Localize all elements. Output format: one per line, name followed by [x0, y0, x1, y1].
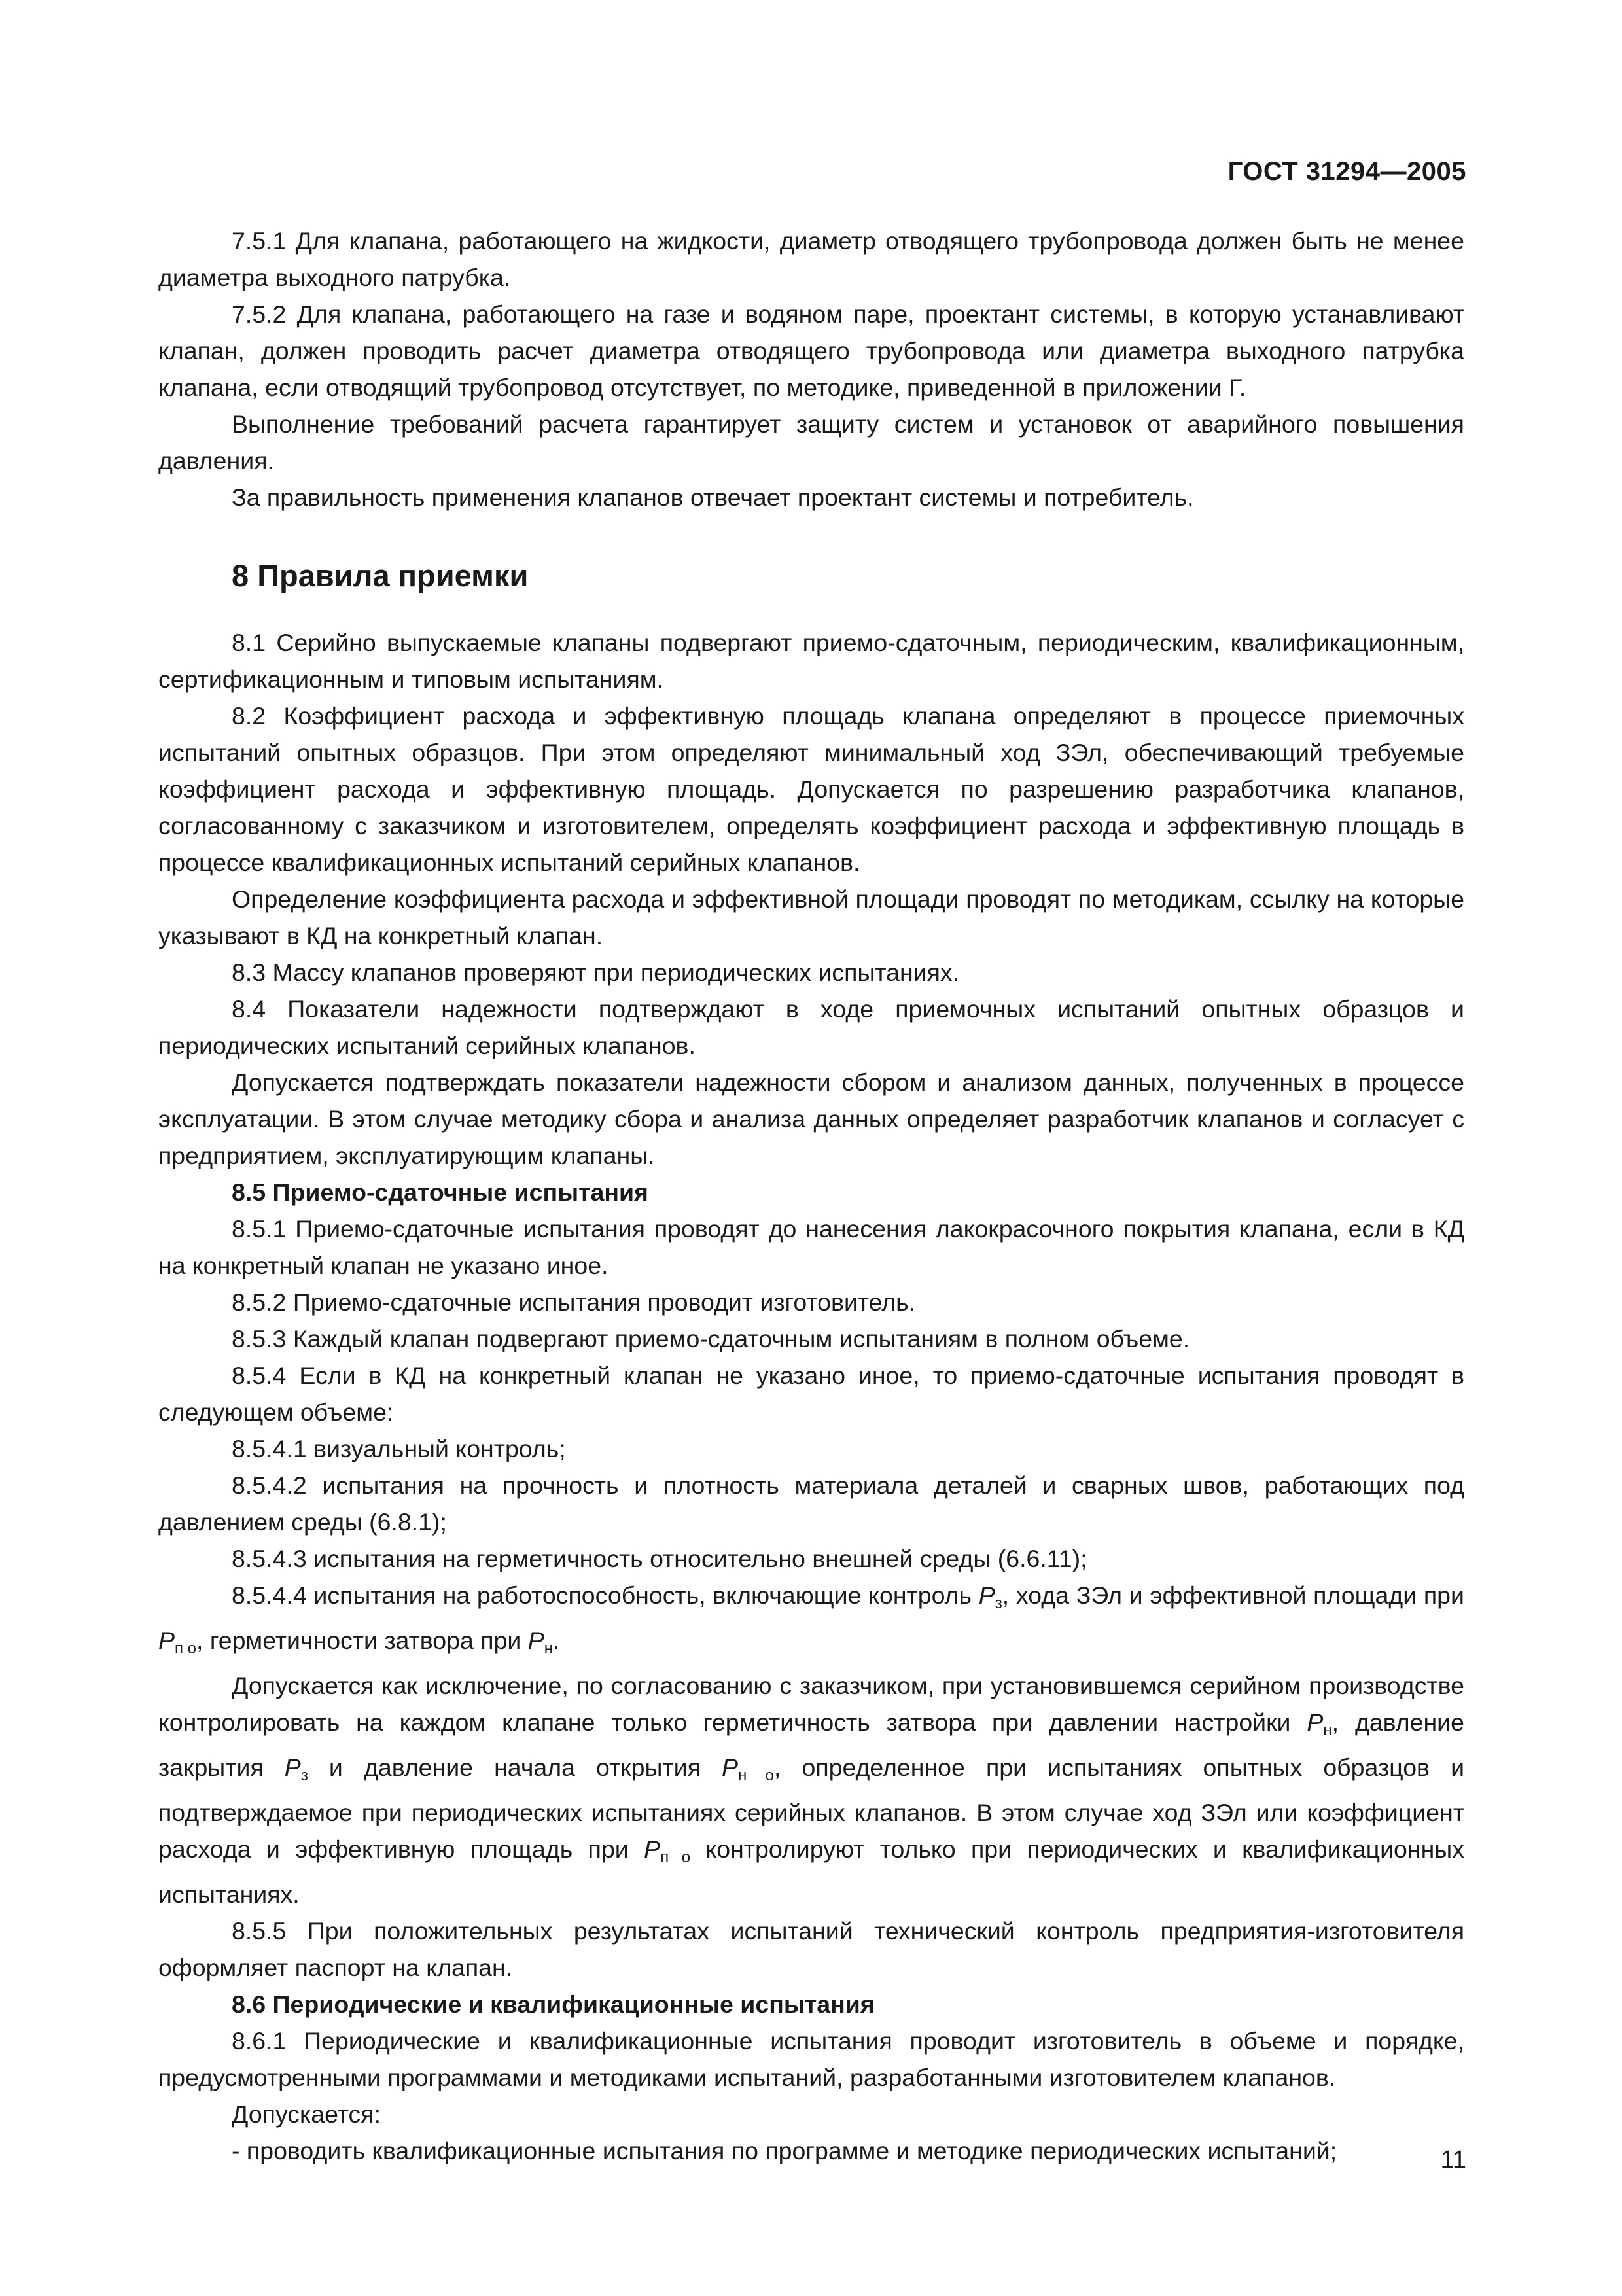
paragraph: 8.2 Коэффициент расхода и эффективную площадь клапана определяют в процессе приемочных испытаний опытных образцов. При этом определяют минимальный ход ЗЭл, обеспечивающий требуемые коэффициент расхода и эффективную площадь. Допускается по разрешению разработчика клапанов, согласованному с заказчиком и изготовителем, определять коэффициент расхода и эффективную площадь в процессе квалификационных испытаний серийных клапанов. — [158, 702, 1464, 876]
paragraph: 8.5.3 Каждый клапан подвергают приемо-сдаточным испытаниям в полном объеме. — [232, 1325, 1190, 1352]
paragraph: Допускается подтверждать показатели надежности сбором и анализом данных, полученных в процессе эксплуатации. В этом случае методику сбора и анализа данных определяет разработчик клапанов и согласует с предприятием, эксплуатирующим клапаны. — [158, 1069, 1464, 1169]
paragraph: 8.5.4.3 испытания на герметичность относительно внешней среды (6.6.11); — [232, 1545, 1087, 1572]
paragraph: 7.5.2 Для клапана, работающего на газе и водяном паре, проектант системы, в которую устанавливают клапан, должен проводить расчет диаметра отводящего трубопровода или диаметра выходного патрубка клапана, если отводящий трубопровод отсутствует, по методике, приведенной в приложении Г. — [158, 300, 1464, 401]
paragraph: 8.5.4.2 испытания на прочность и плотность материала деталей и сварных швов, работающих под давлением среды (6.8.1); — [158, 1472, 1464, 1536]
paragraph: Определение коэффициента расхода и эффективной площади проводят по методикам, ссылку на которые указывают в КД на конкретный клапан. — [158, 885, 1464, 949]
subsection-heading: 8.5 Приемо-сдаточные испытания — [232, 1178, 648, 1206]
paragraph: Допускается: — [232, 2100, 381, 2128]
standard-header: ГОСТ 31294—2005 — [1227, 157, 1466, 186]
paragraph: 8.5.4.1 визуальный контроль; — [232, 1435, 566, 1462]
subsection-heading: 8.6 Периодические и квалификационные испытания — [232, 1990, 875, 2018]
document-body — [158, 222, 1464, 2169]
paragraph: - проводить квалификационные испытания по программе и методике периодических испытаний; — [232, 2137, 1337, 2164]
paragraph-8544: 8.5.4.4 испытания на работоспособность, включающие контроль $P_з$, хода ЗЭл и эффективной площади при $P_{п о}$, герметичности затвора при $P_н$. — [158, 1581, 1464, 1657]
paragraph: 8.5.4 Если в КД на конкретный клапан не указано иное, то приемо-сдаточные испытания проводят в следующем объеме: — [158, 1362, 1464, 1426]
paragraph: 8.1 Серийно выпускаемые клапаны подвергают приемо-сдаточным, периодическим, квалификационным, сертификационным и типовым испытаниям. — [158, 629, 1464, 693]
paragraph: 8.5.2 Приемо-сдаточные испытания проводит изготовитель. — [232, 1288, 916, 1316]
paragraph: 8.5.1 Приемо-сдаточные испытания проводят до нанесения лакокрасочного покрытия клапана, если в КД на конкретный клапан не указано иное. — [158, 1215, 1464, 1279]
paragraph: Выполнение требований расчета гарантирует защиту систем и установок от аварийного повышения давления. — [158, 410, 1464, 474]
blocks-tail — [158, 1913, 1464, 2169]
paragraph-allow-exception: Допускается как исключение, по согласованию с заказчиком, при установившемся серийном производстве контролировать на каждом клапане только герметичность затвора при давлении настройки $P_н$, давление закрытия $P_з$ и давление начала открытия $P_{н о}$, определенное при испытаниях опытных образцов и подтверждаемое при периодических испытаниях серийных клапанов. В этом случае ход ЗЭл или коэффициент расхода и эффективную площадь при $P_{п о}$ контролируют только при периодических и квалификационных испытаниях. — [158, 1672, 1465, 1908]
blocks-first — [158, 222, 1464, 1577]
paragraph: 7.5.1 Для клапана, работающего на жидкости, диаметр отводящего трубопровода должен быть не менее диаметра выходного патрубка. — [158, 227, 1464, 291]
paragraph: 8.5.5 При положительных результатах испытаний технический контроль предприятия-изготовителя оформляет паспорт на клапан. — [158, 1917, 1464, 1981]
paragraph: За правильность применения клапанов отвечает проектант системы и потребитель. — [232, 484, 1194, 511]
section-heading: 8 Правила приемки — [232, 558, 529, 593]
paragraph: 8.4 Показатели надежности подтверждают в ходе приемочных испытаний опытных образцов и периодических испытаний серийных клапанов. — [158, 995, 1464, 1059]
paragraph: 8.6.1 Периодические и квалификационные испытания проводит изготовитель в объеме и порядке, предусмотренными программами и методиками испытаний, разработанными изготовителем клапанов. — [158, 2027, 1464, 2091]
paragraph: 8.3 Массу клапанов проверяют при периодических испытаниях. — [232, 959, 960, 986]
page-number: 11 — [1440, 2146, 1466, 2174]
